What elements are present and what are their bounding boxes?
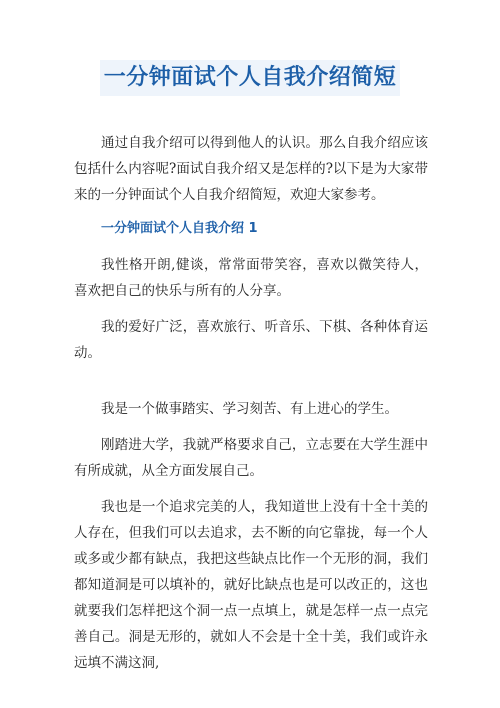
section-heading: 一分钟面试个人自我介绍 1 xyxy=(101,221,258,236)
paragraph-hobbies: 我的爱好广泛，喜欢旅行、听音乐、下棋、各种体育运动。 xyxy=(74,319,428,361)
paragraph-perfection: 我也是一个追求完美的人，我知道世上没有十全十美的人存在，但我们可以去追求，去不断的向它靠拢，每一个人或多或少都有缺点，我把这些缺点比作一个无形的洞，我们都知道洞是可以填补的，就好比缺点也是可以改正的，这也就要我们怎样把这个洞一点一点填上，就是怎样一点一点完善自己。洞是无形的，就如人不会是十全十美，我们或许永远填不满这洞, xyxy=(74,499,428,671)
intro-paragraph: 通过自我介绍可以得到他人的认识。那么自我介绍应该包括什么内容呢?面试自我介绍又是怎样的?以下是为大家带来的一分钟面试个人自我介绍简短，欢迎大家参考。 xyxy=(74,135,428,203)
title-container xyxy=(0,60,500,96)
paragraph-personality: 我性格开朗,健谈，常常面带笑容，喜欢以微笑待人，喜欢把自己的快乐与所有的人分享。 xyxy=(74,257,428,299)
document-body xyxy=(74,130,428,676)
paragraph-university: 刚踏进大学，我就严格要求自己，立志要在大学生涯中有所成就，从全方面发展自己。 xyxy=(74,437,428,479)
paragraph-diligence: 我是一个做事踏实、学习刻苦、有上进心的学生。 xyxy=(101,401,398,417)
page-title: 一分钟面试个人自我介绍简短 xyxy=(100,60,401,96)
